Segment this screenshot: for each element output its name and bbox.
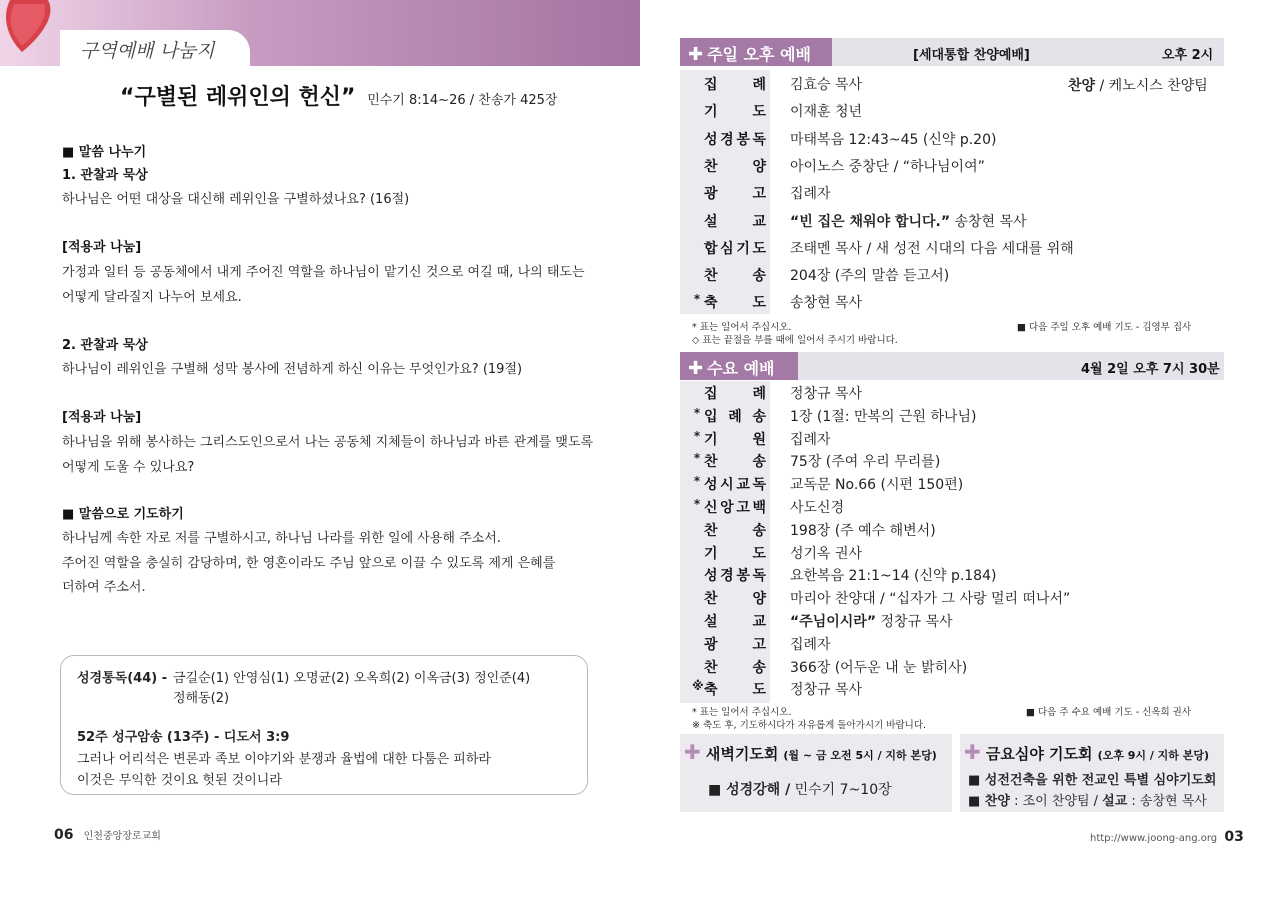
question-heading: 2. 관찰과 묵상 <box>62 338 148 353</box>
memory-verse-text: 그러나 어리석은 변론과 족보 이야기와 분쟁과 율법에 대한 다툼은 피하라 <box>77 752 491 767</box>
cross-icon: ✚ <box>964 740 981 764</box>
order-label: 성 경 봉 독 <box>704 131 766 148</box>
order-label: 찬 송 <box>704 454 766 471</box>
wednesday-note: ※ 축도 후, 기도하시다가 자유롭게 돌아가시기 바랍니다. <box>692 720 927 731</box>
cross-icon: ✚ <box>688 358 704 379</box>
cross-icon: ✚ <box>684 740 701 764</box>
sunday-title: 주일 오후 예배 <box>707 45 811 64</box>
order-label: 광 고 <box>704 636 766 653</box>
order-label: 신 앙 고 백 <box>704 500 766 516</box>
order-label: 찬 송 <box>704 522 766 539</box>
sermon-title: “주님이시라” <box>790 614 877 630</box>
wednesday-note: * 표는 일어서 주십시오. <box>692 707 792 718</box>
prayer-text: 주어진 역할을 충실히 감당하며, 한 영혼이라도 주님 앞으로 이끌 수 있도록 제게 은혜를 <box>62 556 556 571</box>
dawn-title-row <box>684 740 937 764</box>
order-row <box>680 238 1224 260</box>
order-row <box>680 679 1224 701</box>
order-value: 마리아 찬양대 / “십자가 그 사랑 멀리 떠나서” <box>790 591 1071 608</box>
friday-sermon-text: : 송창현 목사 <box>1127 794 1207 809</box>
order-row <box>680 588 1224 610</box>
order-label: 성 시 교 독 <box>704 477 766 494</box>
prayer-text: 더하여 주소서. <box>62 580 146 595</box>
order-value: 집례자 <box>790 636 831 653</box>
order-row <box>680 101 1224 123</box>
friday-title-row <box>964 740 1209 764</box>
order-row <box>680 74 1224 96</box>
sermon-title-text: “구별된 레위인의 헌신” <box>120 85 356 110</box>
friday-praise-text: : 조이 찬양팀 / <box>1009 794 1103 809</box>
order-row <box>680 520 1224 542</box>
order-label: 찬 양 <box>704 591 766 608</box>
apply-text: 어떻게 도울 수 있나요? <box>62 460 195 475</box>
apply-text: 어떻게 달라질지 나누어 보세요. <box>62 290 242 305</box>
website-url: http://www.joong-ang.org <box>1090 833 1218 844</box>
reading-box <box>60 655 588 795</box>
order-value: “빈 집은 채워야 합니다.” 송창현 목사 <box>790 213 1027 230</box>
heart-icon <box>0 0 58 58</box>
footer-right <box>1090 829 1244 845</box>
sunday-note: ◇ 표는 끝절을 부를 때에 일어서 주시기 바랍니다. <box>692 335 898 346</box>
wednesday-next-prayer: ■ 다음 주 수요 예배 기도 - 신옥희 권사 <box>1026 707 1192 718</box>
order-row <box>680 265 1224 287</box>
friday-praise-label: ■ 찬양 <box>968 794 1010 809</box>
sermon-reference: 민수기 8:14~26 / 찬송가 425장 <box>367 93 558 108</box>
friday-line <box>968 790 1207 809</box>
order-value: 조태멘 목사 / 새 성전 시대의 다음 세대를 위해 <box>790 240 1074 257</box>
friday-title: 금요심야 기도회 <box>985 745 1093 763</box>
apply-text: 하나님을 위해 봉사하는 그리스도인으로서 나는 공동체 지체들이 하나님과 바른 관계를 맺도록 <box>62 435 594 450</box>
order-label: 축 도 <box>704 295 766 312</box>
standing-mark: * <box>693 497 701 511</box>
order-label: 성 경 봉 독 <box>704 568 766 585</box>
order-value: 정창규 목사 <box>790 682 863 699</box>
order-row <box>680 183 1224 205</box>
dawn-label: ■ 성경강해 / <box>708 782 791 798</box>
question-heading: 1. 관찰과 묵상 <box>62 168 148 183</box>
order-value: 마태복음 12:43~45 (신약 p.20) <box>790 131 997 148</box>
order-value: 198장 (주 예수 해변서) <box>790 522 936 539</box>
order-value: 아이노스 중창단 / “하나님이여” <box>790 158 985 175</box>
page-number: 03 <box>1224 829 1244 845</box>
order-value: 75장 (주여 우리 무리를) <box>790 454 941 471</box>
sunday-next-prayer: ■ 다음 주일 오후 예배 기도 - 김영부 집사 <box>1017 322 1192 333</box>
sermon-title: “빈 집은 채워야 합니다.” <box>790 213 951 230</box>
sunday-subtitle: [세대통합 찬양예배] <box>913 48 1030 63</box>
order-value: 성기옥 권사 <box>790 545 863 562</box>
order-label: 기 원 <box>704 431 766 448</box>
order-row <box>680 211 1224 233</box>
dawn-prayer-box <box>680 734 952 812</box>
reading-names: 정해동(2) <box>173 691 230 706</box>
order-row <box>680 497 1224 519</box>
order-label: 찬 송 <box>704 659 766 676</box>
sunday-note: * 표는 일어서 주십시오. <box>692 322 792 333</box>
prayer-text: 하나님께 속한 자로 저를 구별하시고, 하나님 나라를 위한 일에 사용해 주소서. <box>62 531 501 546</box>
order-value: 김효승 목사 <box>790 77 863 93</box>
order-label: 찬 양 <box>704 158 766 175</box>
order-row <box>680 634 1224 656</box>
standing-mark: * <box>693 474 701 489</box>
section-tag: 구역예배 나눔지 <box>60 30 250 68</box>
order-value: “주님이시라” 정창규 목사 <box>790 614 953 630</box>
section-heading: ■ 말씀으로 기도하기 <box>62 507 184 522</box>
standing-mark: * <box>693 405 701 420</box>
friday-line: ■ 성전건축을 위한 전교인 특별 심야기도회 <box>968 773 1217 788</box>
memory-verse-title: 52주 성구암송 (13주) - 디도서 3:9 <box>77 730 290 745</box>
standing-mark: ※ <box>692 679 704 694</box>
order-row <box>680 429 1224 451</box>
standing-mark: * <box>693 292 701 307</box>
order-row <box>680 156 1224 178</box>
order-label: 설 교 <box>704 213 766 230</box>
order-value: 204장 (주의 말씀 듣고서) <box>790 268 950 285</box>
order-label: 합 심 기 도 <box>704 240 766 257</box>
order-value: 정창규 목사 <box>790 386 863 402</box>
page-number: 06 <box>54 827 74 843</box>
sermon-title <box>120 80 557 111</box>
sunday-time: 오후 2시 <box>1162 48 1214 63</box>
order-row <box>680 543 1224 565</box>
dawn-schedule: (월 ~ 금 오전 5시 / 지하 본당) <box>783 749 937 762</box>
order-row <box>680 451 1224 473</box>
order-value: 교독문 No.66 (시편 150편) <box>790 477 964 494</box>
standing-mark: * <box>693 428 701 443</box>
friday-prayer-box <box>960 734 1224 812</box>
order-value: 사도신경 <box>790 500 845 516</box>
order-row <box>680 292 1224 314</box>
order-row <box>680 565 1224 587</box>
memory-verse-text: 이것은 무익한 것이요 헛된 것이니라 <box>77 773 282 788</box>
apply-heading: [적용과 나눔] <box>62 410 142 425</box>
standing-mark: * <box>693 451 701 466</box>
order-label: 광 고 <box>704 186 766 203</box>
order-value: 1장 (1절: 만복의 근원 하나님) <box>790 408 977 425</box>
order-row <box>680 129 1224 151</box>
wednesday-title-box <box>680 352 798 380</box>
order-value: 366장 (어두운 내 눈 밝히사) <box>790 659 968 676</box>
reading-names: 금길순(1) 안영심(1) 오명균(2) 오옥희(2) 이옥금(3) 정인준(4) <box>173 671 531 686</box>
order-row <box>680 406 1224 428</box>
footer-left <box>54 827 161 843</box>
question-text: 하나님은 어떤 대상을 대신해 레위인을 구별하셨나요? (16절) <box>62 192 410 207</box>
order-label: 찬 송 <box>704 268 766 285</box>
order-row <box>680 474 1224 496</box>
order-label: 기 도 <box>704 545 766 562</box>
order-row <box>680 383 1224 405</box>
dawn-content <box>708 779 892 799</box>
sunday-title-box <box>680 38 832 66</box>
dawn-text: 민수기 7~10장 <box>790 782 892 798</box>
wednesday-title: 수요 예배 <box>707 359 775 378</box>
order-label: 집 례 <box>704 386 766 402</box>
praise-label: 찬양 <box>1068 78 1096 94</box>
order-label: 설 교 <box>704 614 766 630</box>
apply-text: 가정과 일터 등 공동체에서 내게 주어진 역할을 하나님이 맡기신 것으로 여길 때, 나의 태도는 <box>62 265 585 280</box>
order-label: 축 도 <box>704 682 766 699</box>
order-value: 이재훈 청년 <box>790 104 863 121</box>
friday-sermon-label: 설교 <box>1102 794 1128 809</box>
order-row <box>680 611 1224 633</box>
church-name: 인천중앙장로교회 <box>83 831 161 842</box>
cross-icon: ✚ <box>688 44 704 65</box>
order-label: 입 례 송 <box>704 408 766 425</box>
praise-value: / 케노시스 찬양팀 <box>1095 78 1208 94</box>
order-value: 집례자 <box>790 186 831 203</box>
section-heading: ■ 말씀 나누기 <box>62 145 147 160</box>
question-text: 하나님이 레위인을 구별해 성막 봉사에 전념하게 하신 이유는 무엇인가요? (19절) <box>62 362 523 377</box>
wednesday-time: 4월 2일 오후 7시 30분 <box>1081 362 1220 377</box>
reading-label: 성경통독(44) - <box>77 671 168 686</box>
order-row <box>680 657 1224 679</box>
order-label: 집 례 <box>704 77 766 93</box>
order-value: 집례자 <box>790 431 831 448</box>
apply-heading: [적용과 나눔] <box>62 240 142 255</box>
order-label: 기 도 <box>704 104 766 121</box>
order-value: 요한복음 21:1~14 (신약 p.184) <box>790 568 997 585</box>
friday-schedule: (오후 9시 / 지하 본당) <box>1097 749 1210 762</box>
dawn-title: 새벽기도회 <box>705 745 779 763</box>
order-value: 송창현 목사 <box>790 295 863 312</box>
